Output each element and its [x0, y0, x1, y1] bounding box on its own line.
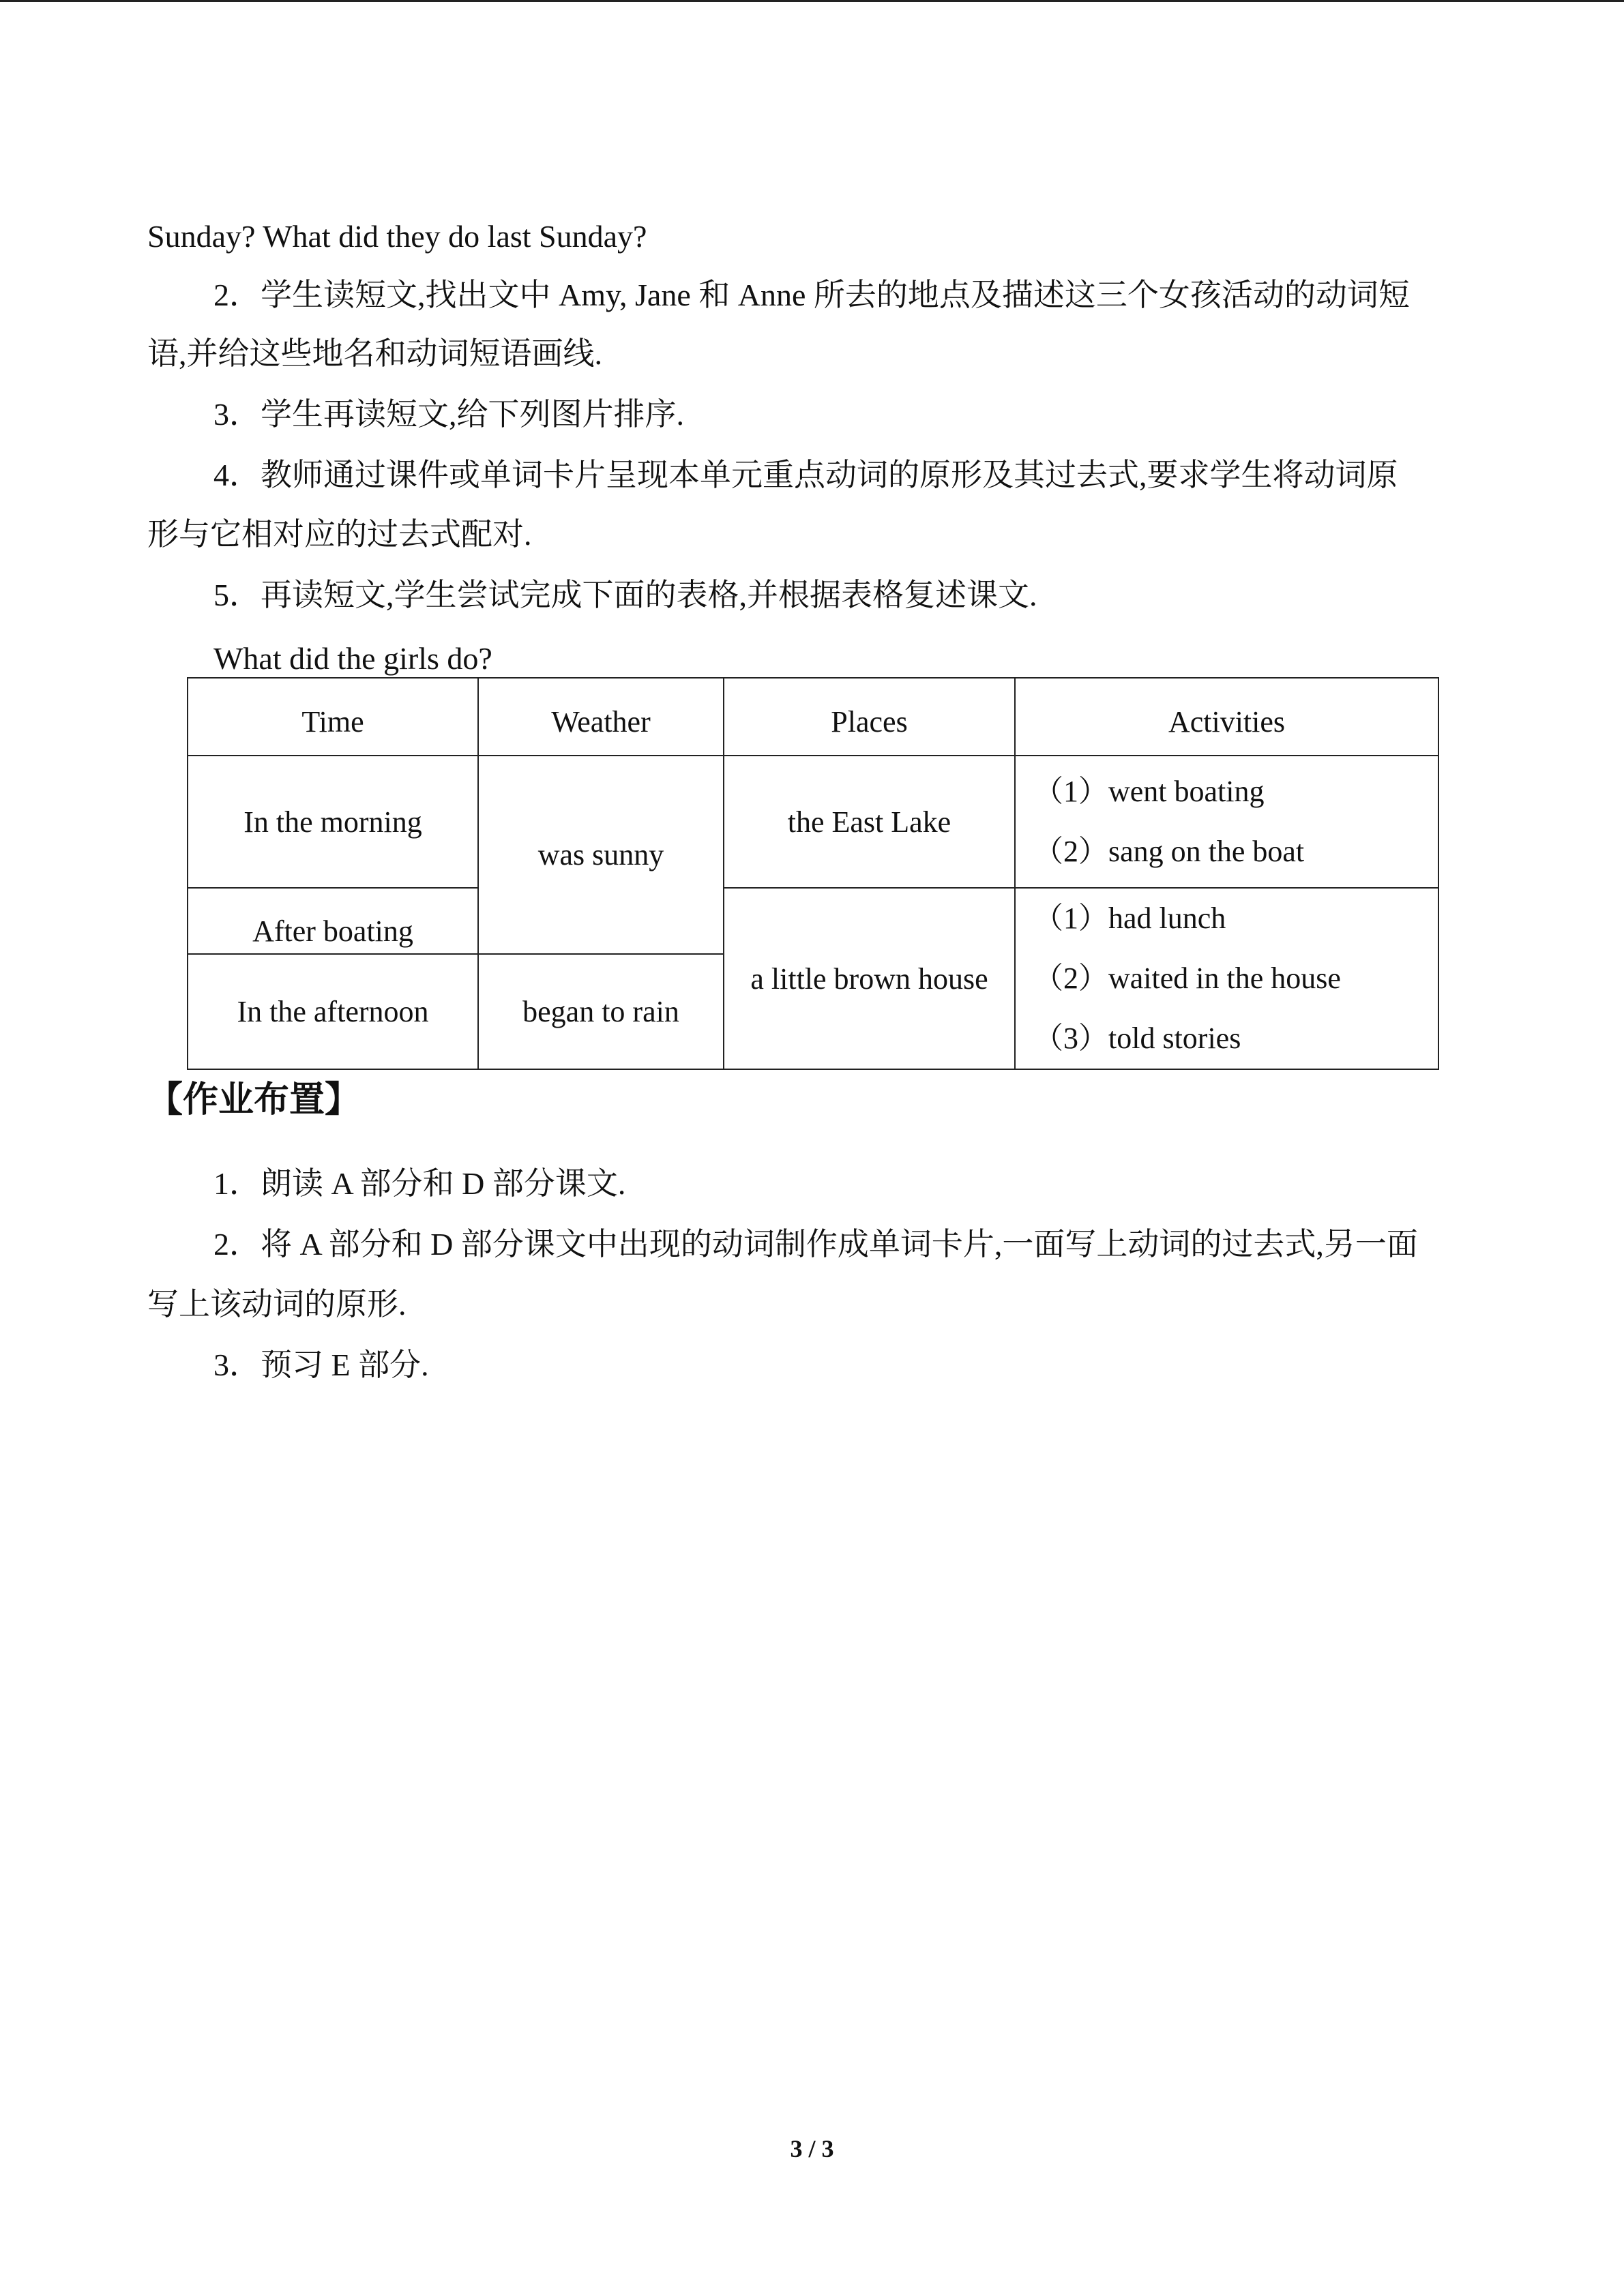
table-row: [188, 756, 1438, 888]
paragraph-line: 5．再读短文,学生尝试完成下面的表格,并根据表格复述课文.: [213, 578, 1037, 612]
time-cell: After boating: [188, 888, 478, 954]
paragraph-line: 形与它相对应的过去式配对.: [147, 517, 532, 552]
table-row: [188, 888, 1438, 954]
place-cell: the East Lake: [724, 756, 1015, 888]
homework-item: 2．将 A 部分和 D 部分课文中出现的动词制作成单词卡片,一面写上动词的过去式,另一面: [213, 1227, 1418, 1262]
activities-table: [187, 677, 1439, 1070]
paragraph-line: Sunday? What did they do last Sunday?: [147, 219, 647, 254]
homework-item: 1．朗读 A 部分和 D 部分课文.: [213, 1166, 626, 1201]
page-number: 3 / 3: [790, 2135, 834, 2162]
activity-item: （2）sang on the boat: [1033, 835, 1305, 868]
paragraph-line: 4．教师通过课件或单词卡片呈现本单元重点动词的原形及其过去式,要求学生将动词原: [213, 458, 1398, 492]
time-cell: In the afternoon: [188, 954, 478, 1069]
time-cell: In the morning: [188, 756, 478, 888]
activities-cell: [1015, 756, 1438, 888]
weather-cell: was sunny: [478, 756, 724, 954]
header-activities: Activities: [1015, 678, 1438, 756]
activity-item: （1）went boating: [1033, 775, 1265, 808]
paragraph-line: 3．学生再读短文,给下列图片排序.: [213, 397, 684, 432]
activity-item: （2）waited in the house: [1033, 961, 1341, 995]
header-weather: Weather: [478, 678, 724, 756]
activity-item: （3）told stories: [1033, 1022, 1241, 1055]
paragraph-line: 语,并给这些地名和动词短语画线.: [147, 336, 602, 371]
place-cell: a little brown house: [724, 888, 1015, 1069]
weather-cell: began to rain: [478, 954, 724, 1069]
activities-cell: [1015, 888, 1438, 1069]
homework-item: 3．预习 E 部分.: [213, 1347, 429, 1382]
table-header-row: [188, 678, 1438, 756]
header-places: Places: [724, 678, 1015, 756]
header-time: Time: [188, 678, 478, 756]
page-top-border: [0, 0, 1624, 2]
table-caption: What did the girls do?: [213, 641, 492, 676]
homework-item: 写上该动词的原形.: [147, 1287, 407, 1322]
paragraph-line: 2．学生读短文,找出文中 Amy, Jane 和 Anne 所去的地点及描述这三个女孩活动的动词短: [213, 278, 1410, 312]
activity-item: （1）had lunch: [1033, 901, 1226, 935]
homework-heading: 【作业布置】: [147, 1079, 361, 1120]
